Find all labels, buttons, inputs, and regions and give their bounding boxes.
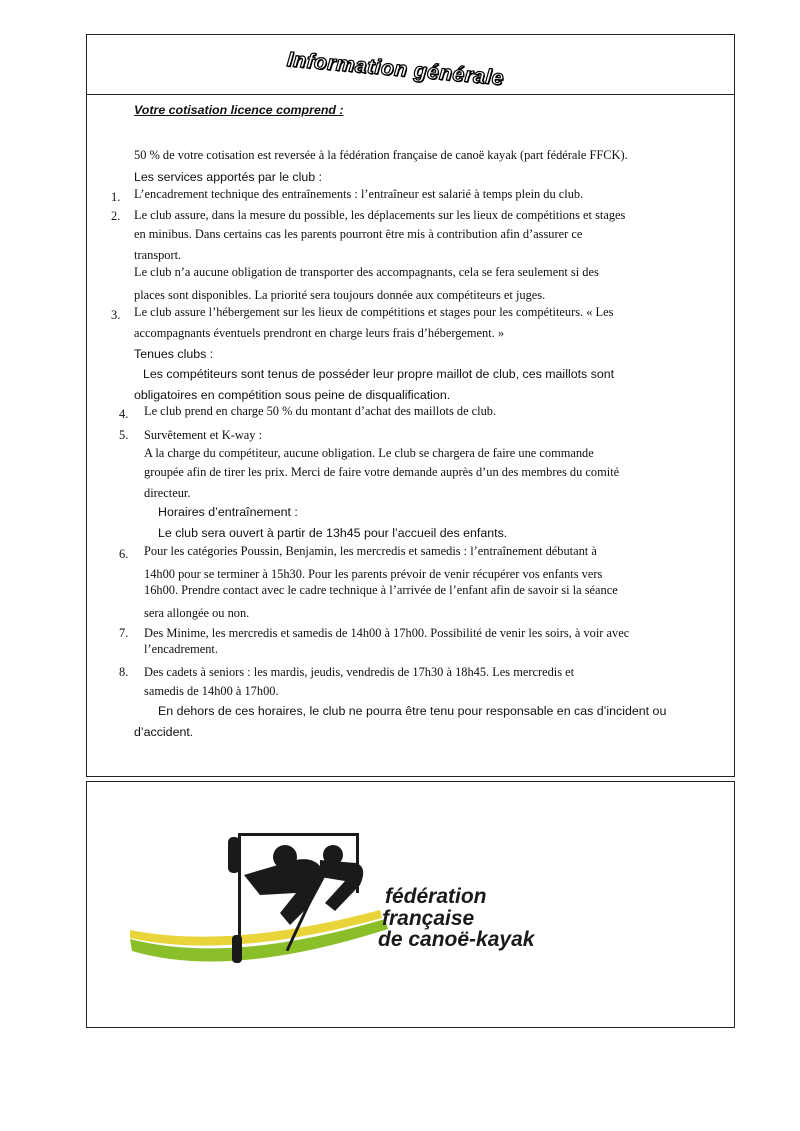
list-item-text: L’encadrement technique des entraînements : l’entraîneur est salarié à temps plein du club. bbox=[134, 187, 584, 201]
ffck-logo bbox=[120, 815, 600, 985]
list-item-text: places sont disponibles. La priorité sera toujours donnée aux compétiteurs et juges. bbox=[134, 288, 546, 302]
tenues-text: obligatoires en compétition sous peine de disqualification. bbox=[134, 388, 451, 402]
logo-text-line: de canoë-kayak bbox=[378, 928, 535, 951]
list-item-text: accompagnants éventuels prendront en charge leurs frais d’hébergement. » bbox=[134, 326, 505, 340]
list-item-text: samedis de 14h00 à 17h00. bbox=[144, 684, 279, 698]
horaires-label: Horaires d’entraînement : bbox=[158, 505, 298, 519]
list-item-text: Le club prend en charge 50 % du montant d’achat des maillots de club. bbox=[144, 404, 497, 418]
tenues-label: Tenues clubs : bbox=[134, 347, 214, 361]
logo-text-line: française bbox=[382, 907, 475, 930]
list-number: 1. bbox=[111, 190, 121, 204]
list-item-text: 16h00. Prendre contact avec le cadre technique à l’arrivée de l’enfant afin de savoir si la séance bbox=[144, 583, 618, 597]
list-item-text: groupée afin de tirer les prix. Merci de faire votre demande auprès d’un des membres du comité bbox=[144, 465, 620, 479]
list-item-text: transport. bbox=[134, 248, 182, 262]
list-number: 4. bbox=[119, 407, 129, 421]
list-item-text: l’encadrement. bbox=[144, 642, 218, 656]
list-item-text: Des cadets à seniors : les mardis, jeudis, vendredis de 17h30 à 18h45. Les mercredis et bbox=[144, 665, 575, 679]
list-item-text: Survêtement et K-way : bbox=[144, 428, 263, 442]
list-item-text: 14h00 pour se terminer à 15h30. Pour les parents prévoir de venir récupérer vos enfants vers bbox=[144, 567, 603, 581]
list-item-text: Le club n’a aucune obligation de transporter des accompagnants, cela se fera seulement si des bbox=[134, 265, 599, 279]
services-label: Les services apportés par le club : bbox=[134, 170, 323, 184]
list-number: 8. bbox=[119, 665, 129, 679]
section-heading: Votre cotisation licence comprend : bbox=[134, 103, 344, 117]
list-item-text: Des Minime, les mercredis et samedis de 14h00 à 17h00. Possibilité de venir les soirs, à voir avec bbox=[144, 626, 630, 640]
page-title: Information générale bbox=[286, 48, 505, 90]
list-item-text: Le club assure l’hébergement sur les lieux de compétitions et stages pour les compétiteurs. « Les bbox=[134, 305, 614, 319]
list-number: 5. bbox=[119, 428, 129, 442]
list-number: 6. bbox=[119, 547, 129, 561]
list-number: 2. bbox=[111, 209, 121, 223]
list-number: 7. bbox=[119, 626, 129, 640]
title-divider bbox=[87, 94, 734, 95]
horaires-intro: Le club sera ouvert à partir de 13h45 pour l’accueil des enfants. bbox=[158, 526, 508, 540]
list-item-text: directeur. bbox=[144, 486, 191, 500]
logo-text-line: fédération bbox=[385, 885, 487, 908]
closing-text: En dehors de ces horaires, le club ne pourra être tenu pour responsable en cas d’incident ou bbox=[158, 704, 667, 718]
list-item-text: sera allongée ou non. bbox=[144, 606, 250, 620]
intro-text: 50 % de votre cotisation est reversée à la fédération française de canoë kayak (part fédérale FFCK). bbox=[134, 148, 628, 162]
list-item-text: Pour les catégories Poussin, Benjamin, les mercredis et samedis : l’entraînement débutant à bbox=[144, 544, 597, 558]
list-item-text: A la charge du compétiteur, aucune obligation. Le club se chargera de faire une commande bbox=[144, 446, 594, 460]
list-item-text: Le club assure, dans la mesure du possible, les déplacements sur les lieux de compétitions et stages bbox=[134, 208, 626, 222]
tenues-text: Les compétiteurs sont tenus de posséder leur propre maillot de club, ces maillots sont bbox=[143, 367, 615, 381]
list-number: 3. bbox=[111, 308, 121, 322]
closing-text: d’accident. bbox=[134, 725, 194, 739]
list-item-text: en minibus. Dans certains cas les parents pourront être mis à contribution afin d’assurer ce bbox=[134, 227, 583, 241]
